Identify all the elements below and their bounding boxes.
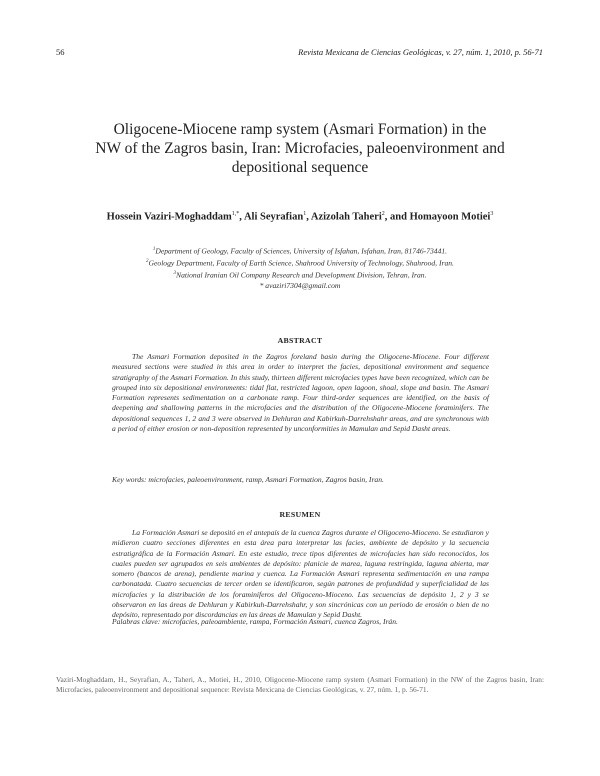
running-header: Revista Mexicana de Ciencias Geológicas, v. 27, núm. 1, 2010, p. 56-71 <box>298 47 543 57</box>
title-line: Oligocene-Miocene ramp system (Asmari Formation) in the <box>113 121 487 138</box>
abstract-keywords: Key words: microfacies, paleoenvironment, ramp, Asmari Formation, Zagros basin, Iran. <box>112 475 384 484</box>
resumen-body <box>112 528 489 621</box>
author-separator: , and <box>384 211 410 223</box>
affiliation-text: Geology Department, Faculty of Earth Science, Shahrood University of Technology, Shahrood, Iran. <box>148 258 454 268</box>
corresponding-email: * avaziri7304@gmail.com <box>259 281 341 291</box>
resumen-text: La Formación Asmari se depositó en el antepaís de la cuenca Zagros durante el Oligoceno-Mioceno. Se estudiaron y midieron cuatro secciones diferentes en esta área para interpretar las facies, ambiente de depósito y la secuencia estratigráfica de la Formación Asmari. En este estudio, trece tipos diferentes de microfacies han sido reconocidos, los cuales pueden ser agrupados en seis ambientes de depósito: planicie de marea, laguna restringida, laguna abierta, mar somero (bancos de arena), pendiente marina y cuenca. La Formación Asmari representa sedimentación en una rampa carbonatada. Cuatro secuencias de tercer orden se identificaron, según patrones de profundidad y superficialidad de las microfacies y la distribución de los foraminíferos del Oligoceno-Mioceno. Las secuencias de depósito 1, 2 y 3 se observaron en las áreas de Dehluran y Kabirkuh-Darrehshahr, y son sincrónicas con un periodo de erosión o bien de no depósito, representado por discordancias en las áreas de Mamulan y Sepid Dasht. <box>112 528 489 620</box>
author-list <box>40 211 560 223</box>
author-affiliation-mark: 1,* <box>231 211 240 217</box>
author-name: Ali Seyrafian <box>243 211 304 223</box>
author-affiliation-mark: 3 <box>490 211 494 217</box>
author-affiliation-mark: 2 <box>381 211 385 217</box>
affiliation-line <box>60 269 540 281</box>
author-affiliation-mark: 1 <box>303 211 307 217</box>
author-name: Azizolah Taheri <box>310 211 382 223</box>
citation-footer: Vaziri-Moghaddam, H., Seyrafian, A., Taheri, A., Motiei, H., 2010, Oligocene-Miocene ramp system (Asmari Formation) in the NW of the Zagros basin, Iran: Microfacies, paleoenvironment and depositional sequence: Revista Mexicana de Ciencias Geológicas, v. 27, núm. 1, p. 56-71. <box>56 675 544 695</box>
resumen-keywords: Palabras clave: microfacies, paleoambiente, rampa, Formación Asmari, cuenca Zagros, Irán. <box>112 617 398 626</box>
affiliation-number: 3 <box>173 271 177 277</box>
article-title <box>60 120 540 177</box>
page-number: 56 <box>56 47 65 57</box>
abstract-body <box>112 352 489 434</box>
abstract-text: The Asmari Formation deposited in the Zagros foreland basin during the Oligocene-Miocene. Four different measured sections were studied in this area in order to interpret the facies, depositional environment and sequence stratigraphy of the Asmari Formation. In this study, thirteen different microfacies types have been recognized, which can be grouped into six depositional environments: tidal flat, restricted lagoon, open lagoon, shoal, slope and basin. The Asmari Formation represents sedimentation on a carbonate ramp. Four third-order sequences are identified, on the basis of deepening and shallowing patterns in the microfacies and the distribution of the Oligocene-Miocene foraminifers. The depositional sequences 1, 2 and 3 were observed in Dehluran and Kabirkuh-Darrehshahr areas, and are synchronous with a period of either erosion or non-deposition represented by unconformities in Mamulan and Sepid Dasht areas. <box>112 352 489 434</box>
affiliation-text: National Iranian Oil Company Research and Development Division, Tehran, Iran. <box>176 270 427 280</box>
title-line: depositional sequence <box>231 159 369 176</box>
affiliation-number: 1 <box>152 247 156 252</box>
affiliations <box>60 245 540 292</box>
title-line: NW of the Zagros basin, Iran: Microfacies, paleoenvironment and <box>95 140 505 157</box>
affiliation-line <box>60 257 540 269</box>
author-name: Hossein Vaziri-Moghaddam <box>106 211 232 223</box>
author-separator: , <box>239 211 244 223</box>
resumen-heading: RESUMEN <box>279 510 321 519</box>
affiliation-text: Department of Geology, Faculty of Sciences, University of Isfahan, Isfahan, Iran, 81746-73441. <box>155 246 448 256</box>
author-name: Homayoon Motiei <box>409 211 491 223</box>
abstract-heading: ABSTRACT <box>277 336 323 345</box>
author-separator: , <box>306 211 311 223</box>
affiliation-number: 2 <box>146 259 149 265</box>
affiliation-line <box>60 245 540 257</box>
